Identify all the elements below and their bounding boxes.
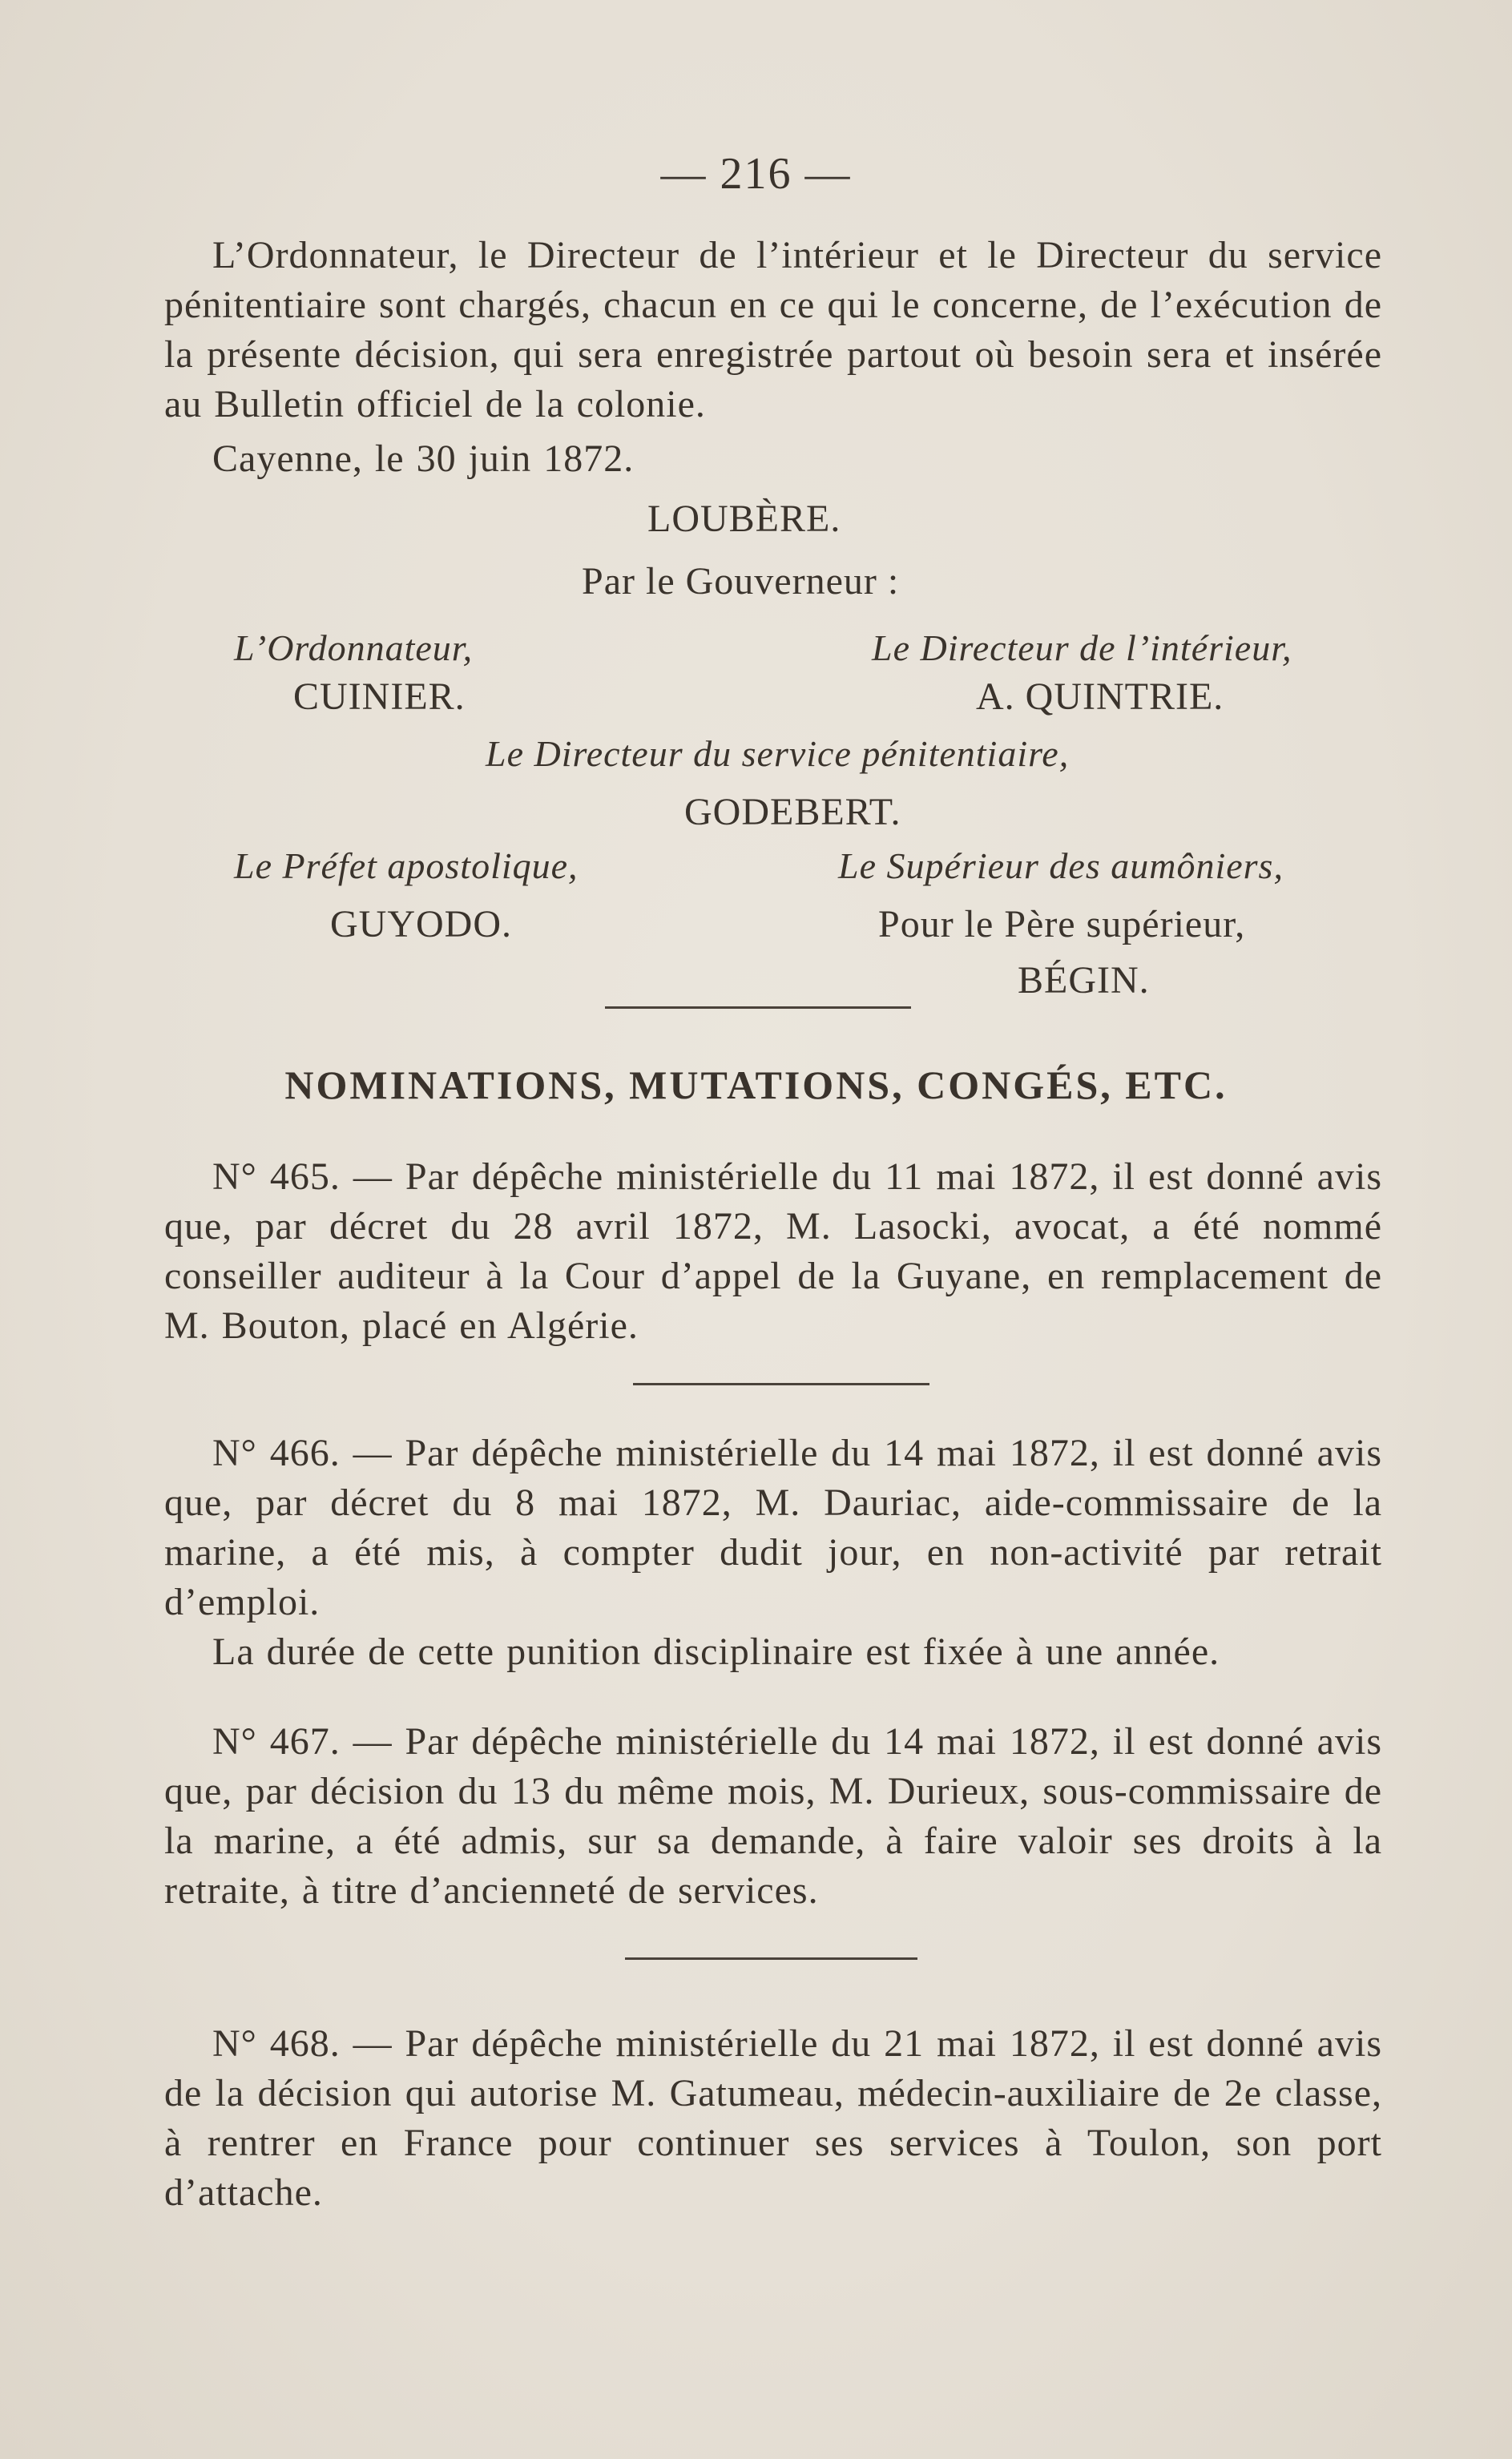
directeur-interieur-name: A. QUINTRIE. [976, 675, 1224, 718]
page-number: — 216 — [660, 149, 852, 199]
superieur-title: Le Supérieur des aumôniers, [838, 845, 1284, 886]
intro-paragraph: L’Ordonnateur, le Directeur de l’intérieur et le Directeur du service pénitentiaire sont chargés, chacun en ce qui le concerne, de l’exécution de la présente décision, qui sera enregistrée partout où besoin sera et insérée au Bulletin officiel de la colonie. [164, 234, 1382, 425]
entry-text: N° 466. — Par dépêche ministérielle du 14 mai 1872, il est donné avis que, par décret du 8 mai 1872, M. Dauriac, aide-commissaire de la marine, a été mis, à compter dudit jour, en non-activité par retrait d’emploi. [164, 1432, 1382, 1623]
separator-rule [633, 1383, 929, 1385]
separator-rule [605, 1006, 911, 1009]
entry-text: N° 468. — Par dépêche ministérielle du 21 mai 1872, il est donné avis de la décision qui autorise M. Gatumeau, médecin-auxiliaire de 2e classe, à rentrer en France pour continuer ses services à Toulon, son port d’attache. [164, 2022, 1382, 2214]
intro-block [164, 231, 1382, 484]
directeur-penitentiaire-name: GODEBERT. [684, 791, 901, 833]
section-heading: NOMINATIONS, MUTATIONS, CONGÉS, ETC. [284, 1062, 1228, 1107]
directeur-interieur-title: Le Directeur de l’intérieur, [872, 627, 1292, 668]
date-line: Cayenne, le 30 juin 1872. [212, 437, 635, 480]
entry-text: N° 465. — Par dépêche ministérielle du 11 mai 1872, il est donné avis que, par décret du 28 avril 1872, M. Lasocki, avocat, a été nommé conseiller auditeur à la Cour d’appel de la Guyane, en remplacement de M. Bouton, placé en Algérie. [164, 1155, 1382, 1347]
prefet-title: Le Préfet apostolique, [234, 845, 579, 886]
entry-466 [164, 1429, 1382, 1677]
entry-465 [164, 1152, 1382, 1351]
entry-468 [164, 2019, 1382, 2218]
ordonnateur-name: CUINIER. [293, 675, 466, 718]
superieur-name: BÉGIN. [1018, 959, 1150, 1002]
par-gouverneur: Par le Gouverneur : [582, 560, 900, 603]
entry-467 [164, 1717, 1382, 1916]
prefet-name: GUYODO. [330, 903, 512, 945]
entry-text: N° 467. — Par dépêche ministérielle du 14 mai 1872, il est donné avis que, par décision du 13 du même mois, M. Durieux, sous-commissaire de la marine, a été admis, sur sa demande, à faire valoir ses droits à la retraite, à titre d’ancienneté de services. [164, 1720, 1382, 1912]
separator-rule [625, 1957, 917, 1960]
directeur-penitentiaire-title: Le Directeur du service pénitentiaire, [486, 733, 1070, 774]
pour-pere-superieur: Pour le Père supérieur, [878, 903, 1246, 945]
signature-governor: LOUBÈRE. [647, 498, 841, 540]
ordonnateur-title: L’Ordonnateur, [234, 627, 474, 668]
entry-text-2: La durée de cette punition disciplinaire est fixée à une année. [212, 1631, 1220, 1673]
